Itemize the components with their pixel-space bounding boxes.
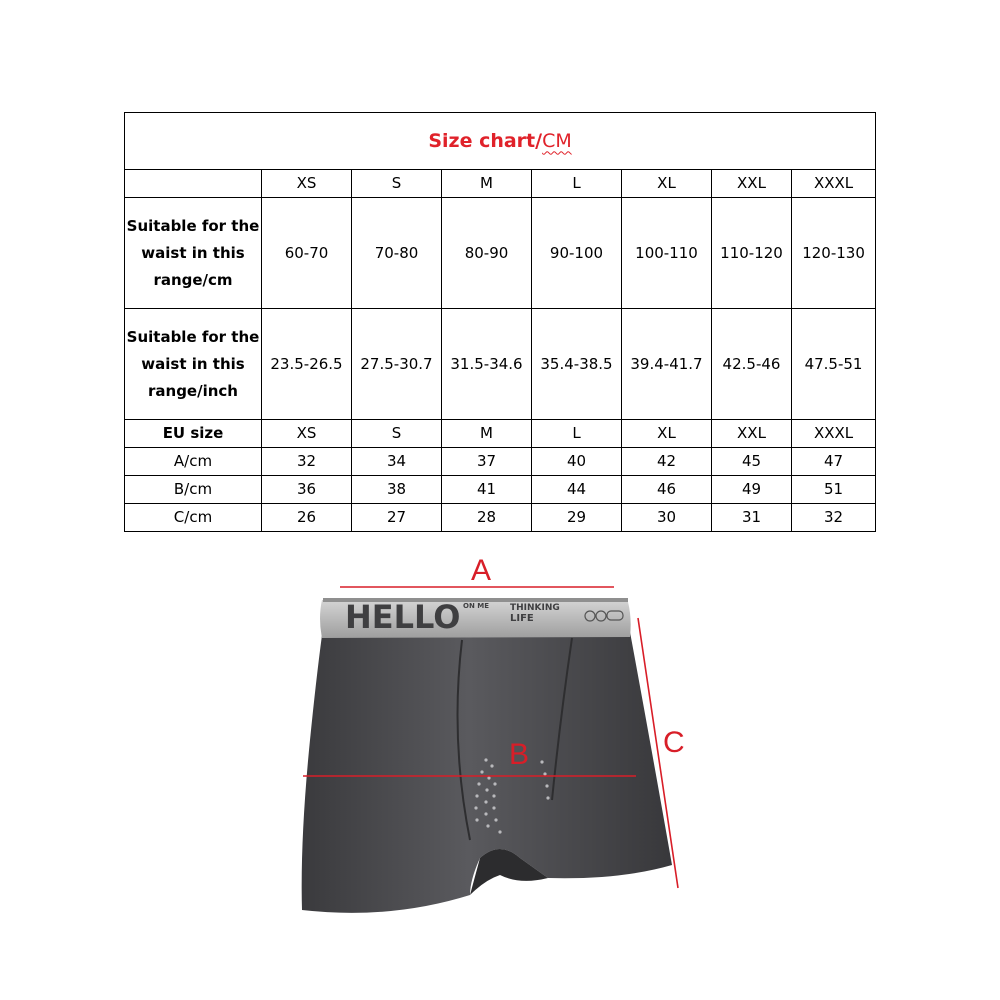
table-cell: 31: [712, 504, 792, 532]
waistband-tagline-2: LIFE: [510, 613, 534, 624]
size-chart-table: [124, 112, 876, 532]
table-row: [125, 309, 876, 420]
table-row: [125, 420, 876, 448]
table-cell: 42.5-46: [712, 309, 792, 420]
size-header-cell: XXL: [712, 170, 792, 198]
table-cell: 90-100: [532, 198, 622, 309]
table-cell: 38: [352, 476, 442, 504]
table-cell: 36: [262, 476, 352, 504]
size-header-row: [125, 170, 876, 198]
row-label: Suitable for the waist in this range/cm: [125, 198, 262, 309]
table-cell: 26: [262, 504, 352, 532]
table-row: [125, 476, 876, 504]
table-cell: XXL: [712, 420, 792, 448]
table-cell: 32: [262, 448, 352, 476]
table-cell: M: [442, 420, 532, 448]
table-cell: 60-70: [262, 198, 352, 309]
table-cell: 100-110: [622, 198, 712, 309]
waistband-tagline-1: THINKING: [510, 603, 560, 613]
waistband-small-text: ON ME: [463, 602, 489, 610]
table-row: [125, 448, 876, 476]
size-header-cell: S: [352, 170, 442, 198]
table-cell: 47: [792, 448, 876, 476]
table-cell: 31.5-34.6: [442, 309, 532, 420]
table-cell: 34: [352, 448, 442, 476]
table-cell: 120-130: [792, 198, 876, 309]
label-b: B: [509, 738, 530, 771]
table-cell: L: [532, 420, 622, 448]
table-cell: 70-80: [352, 198, 442, 309]
size-chart-title-unit: CM: [542, 129, 572, 152]
table-cell: 42: [622, 448, 712, 476]
size-chart-title: Size chart/CM: [125, 113, 876, 170]
row-label: Suitable for the waist in this range/inch: [125, 309, 262, 420]
table-cell: 80-90: [442, 198, 532, 309]
label-c: C: [663, 726, 685, 759]
table-cell: 51: [792, 476, 876, 504]
table-cell: 32: [792, 504, 876, 532]
table-cell: 37: [442, 448, 532, 476]
table-cell: 44: [532, 476, 622, 504]
waistband-brand-text: HELLO: [345, 598, 461, 636]
table-cell: XS: [262, 420, 352, 448]
table-cell: 27: [352, 504, 442, 532]
table-cell: 110-120: [712, 198, 792, 309]
size-header-cell: L: [532, 170, 622, 198]
table-cell: 35.4-38.5: [532, 309, 622, 420]
size-header-cell: XL: [622, 170, 712, 198]
table-cell: 45: [712, 448, 792, 476]
label-a: A: [471, 554, 492, 587]
table-cell: XL: [622, 420, 712, 448]
table-cell: 47.5-51: [792, 309, 876, 420]
table-cell: 28: [442, 504, 532, 532]
row-label: A/cm: [125, 448, 262, 476]
table-cell: 46: [622, 476, 712, 504]
table-cell: 49: [712, 476, 792, 504]
table-cell: 40: [532, 448, 622, 476]
table-cell: 27.5-30.7: [352, 309, 442, 420]
table-row: [125, 198, 876, 309]
row-label: B/cm: [125, 476, 262, 504]
table-cell: S: [352, 420, 442, 448]
table-cell: 41: [442, 476, 532, 504]
table-cell: XXXL: [792, 420, 876, 448]
table-cell: 30: [622, 504, 712, 532]
measurement-diagram: [0, 540, 1000, 1000]
underwear-illustration: [0, 540, 1000, 1000]
row-label: C/cm: [125, 504, 262, 532]
table-cell: 23.5-26.5: [262, 309, 352, 420]
size-header-cell: XS: [262, 170, 352, 198]
row-label: EU size: [125, 420, 262, 448]
size-header-cell: XXXL: [792, 170, 876, 198]
table-cell: 29: [532, 504, 622, 532]
table-cell: 39.4-41.7: [622, 309, 712, 420]
table-row: [125, 504, 876, 532]
empty-header-cell: [125, 170, 262, 198]
size-header-cell: M: [442, 170, 532, 198]
